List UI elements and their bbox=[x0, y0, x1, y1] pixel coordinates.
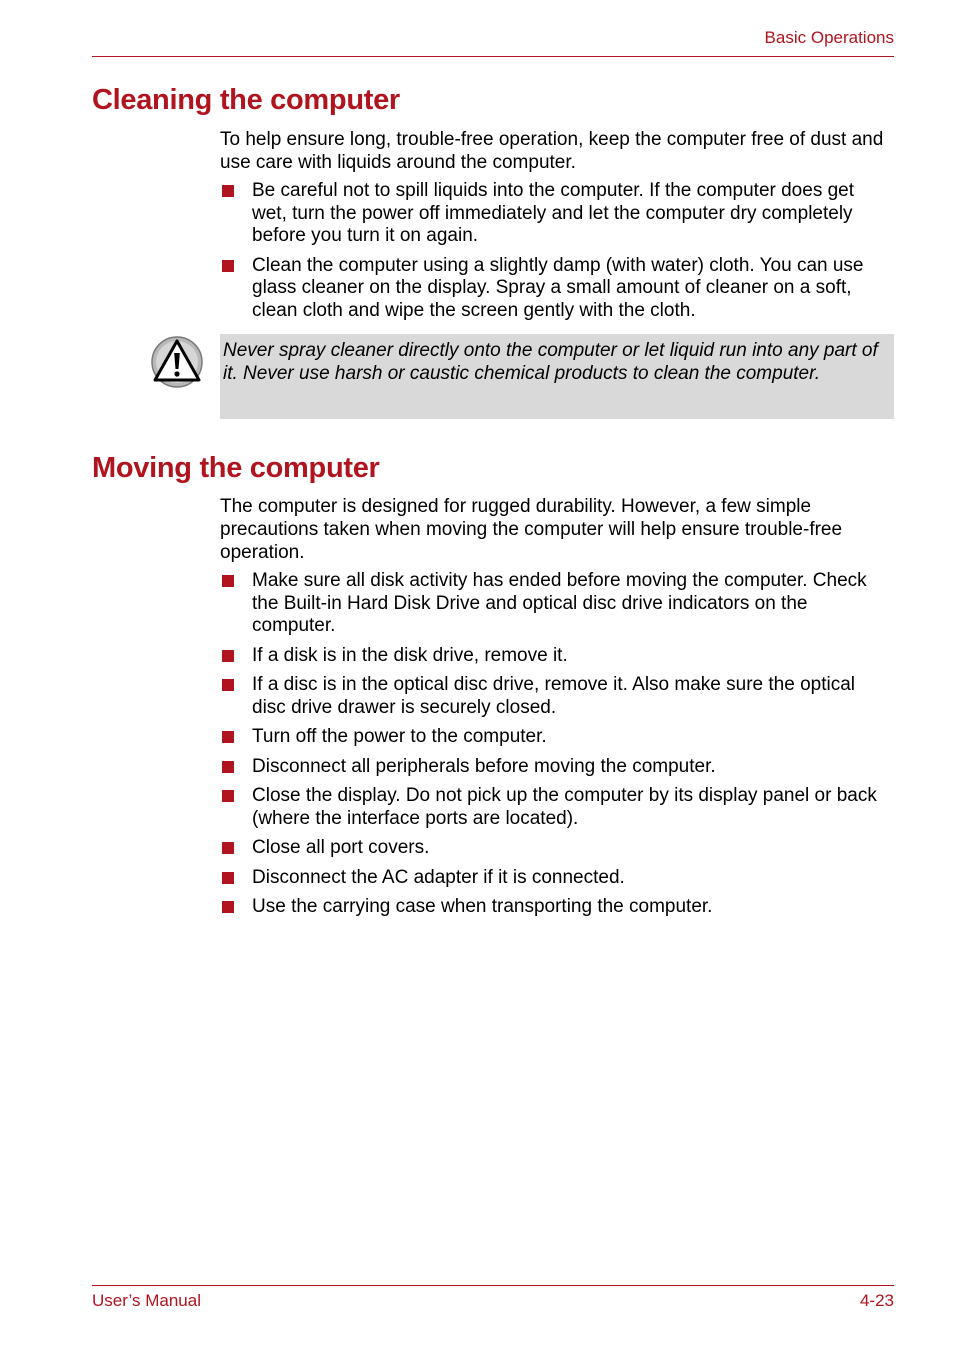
bullet-square-icon bbox=[222, 872, 234, 884]
list-item: Close all port covers. bbox=[220, 837, 894, 860]
bullet-square-icon bbox=[222, 260, 234, 272]
moving-intro: The computer is designed for rugged durability. However, a few simple precautions taken when moving the computer will help ensure trouble-free operation. bbox=[220, 496, 843, 563]
header-rule bbox=[92, 56, 894, 57]
bullet-square-icon bbox=[222, 790, 234, 802]
section-title-moving: Moving the computer bbox=[92, 452, 380, 484]
bullet-square-icon bbox=[222, 842, 234, 854]
list-item: Disconnect the AC adapter if it is connected. bbox=[220, 867, 894, 890]
footer-rule bbox=[92, 1285, 894, 1286]
bullet-square-icon bbox=[222, 575, 234, 587]
bullet-square-icon bbox=[222, 901, 234, 913]
running-header: Basic Operations bbox=[764, 28, 894, 47]
caution-text: Never spray cleaner directly onto the computer or let liquid run into any part of it. Never use harsh or caustic chemical products to clean the computer. bbox=[223, 340, 878, 384]
cleaning-intro: To help ensure long, trouble-free operation, keep the computer free of dust and use care with liquids around the computer. bbox=[220, 129, 884, 173]
bullet-square-icon bbox=[222, 650, 234, 662]
list-item: If a disk is in the disk drive, remove it. bbox=[220, 645, 894, 668]
list-item: If a disc is in the optical disc drive, remove it. Also make sure the optical disc drive drawer is securely closed. bbox=[220, 674, 894, 719]
list-item: Make sure all disk activity has ended before moving the computer. Check the Built-in Hard Disk Drive and optical disc drive indicators on the computer. bbox=[220, 570, 894, 638]
bullet-square-icon bbox=[222, 731, 234, 743]
moving-bullet-list bbox=[220, 570, 894, 926]
list-item: Be careful not to spill liquids into the computer. If the computer does get wet, turn the power off immediately and let the computer dry completely before you turn it on again. bbox=[220, 180, 894, 248]
list-item: Use the carrying case when transporting the computer. bbox=[220, 896, 894, 919]
caution-box bbox=[220, 334, 894, 419]
footer-manual-title: User’s Manual bbox=[92, 1291, 201, 1310]
bullet-square-icon bbox=[222, 761, 234, 773]
list-item: Close the display. Do not pick up the computer by its display panel or back (where the interface ports are located). bbox=[220, 785, 894, 830]
section-title-cleaning: Cleaning the computer bbox=[92, 84, 400, 116]
list-item: Clean the computer using a slightly damp (with water) cloth. You can use glass cleaner on the display. Spray a small amount of cleaner on a soft, clean cloth and wipe the screen gently with the cloth. bbox=[220, 255, 894, 323]
bullet-square-icon bbox=[222, 185, 234, 197]
page-number: 4-23 bbox=[859, 1291, 894, 1310]
list-item: Disconnect all peripherals before moving the computer. bbox=[220, 756, 894, 779]
cleaning-bullet-list bbox=[220, 180, 894, 329]
list-item: Turn off the power to the computer. bbox=[220, 726, 894, 749]
bullet-square-icon bbox=[222, 679, 234, 691]
caution-triangle-icon bbox=[150, 335, 204, 389]
